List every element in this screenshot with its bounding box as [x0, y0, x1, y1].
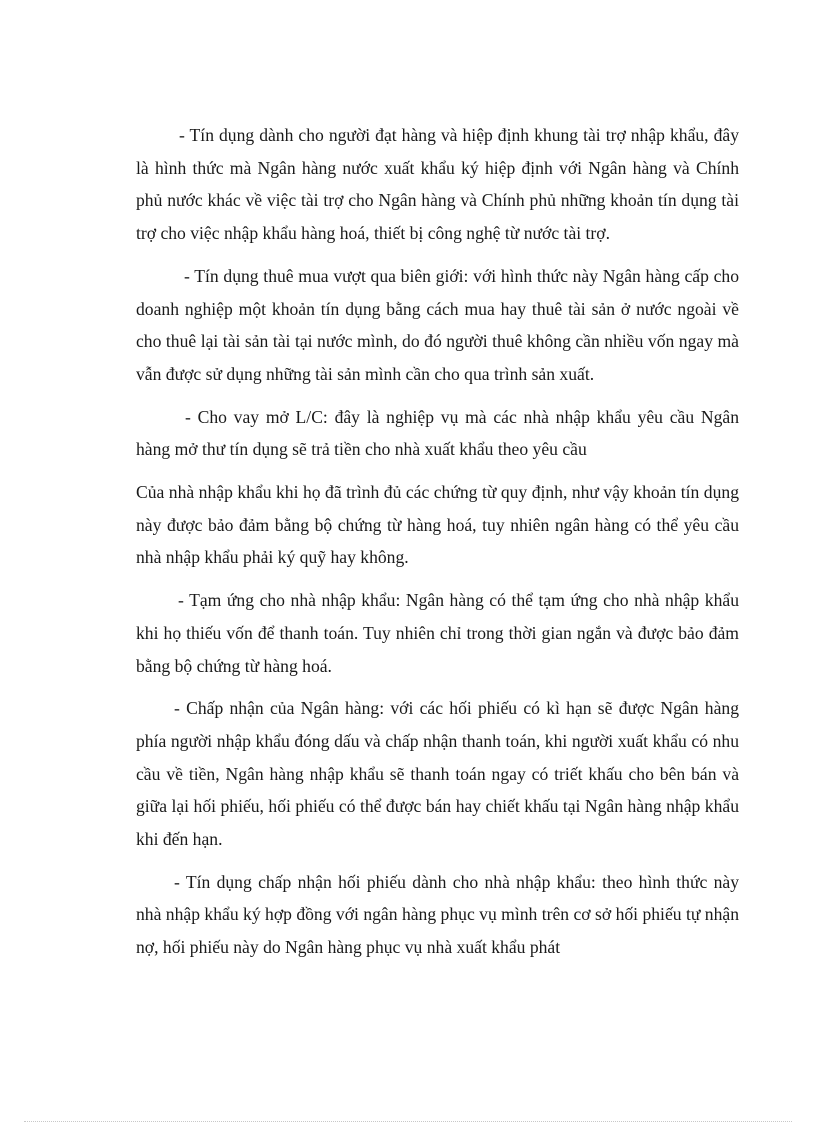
paragraph-bank-acceptance: - Chấp nhận của Ngân hàng: với các hối phiếu có kì hạn sẽ được Ngân hàng phía người nhập khẩu đóng dấu và chấp nhận thanh toán, khi người xuất khẩu có nhu cầu về tiền, Ngân hàng nhập khẩu sẽ thanh toán ngay có triết khấu cho bên bán và giữa lại hối phiếu, hối phiếu có thể được bán hay chiết khấu tại Ngân hàng nhập khẩu khi đến hạn.: [136, 698, 739, 850]
page-bottom-dotted-rule: [24, 1121, 792, 1122]
paragraph-cross-border-leasing: - Tín dụng thuê mua vượt qua biên giới: với hình thức này Ngân hàng cấp cho doanh nghiệp một khoản tín dụng bằng cách mua hay thuê tài sản ở nước ngoài về cho thuê lại tài sản tài tại nước mình, do đó người thuê không cần nhiều vốn ngay mà vẫn được sử dụng những tài sản mình cần cho qua trình sản xuất.: [136, 265, 739, 384]
paragraph-lc-opening-loan: - Cho vay mở L/C: đây là nghiệp vụ mà các nhà nhập khẩu yêu cầu Ngân hàng mở thư tín dụng sẽ trả tiền cho nhà xuất khẩu theo yêu cầu: [136, 406, 739, 460]
paragraph-bill-acceptance-credit: - Tín dụng chấp nhận hối phiếu dành cho nhà nhập khẩu: theo hình thức này nhà nhập khẩu ký hợp đồng với ngân hàng phục vụ mình trên cơ sở hối phiếu tự nhận nợ, hối phiếu này do Ngân hàng phục vụ nhà xuất khẩu phát: [136, 871, 739, 958]
paragraph-importer-advance: - Tạm ứng cho nhà nhập khẩu: Ngân hàng có thể tạm ứng cho nhà nhập khẩu khi họ thiếu vốn để thanh toán. Tuy nhiên chỉ trong thời gian ngắn và được bảo đảm bằng bộ chứng từ hàng hoá.: [136, 590, 739, 676]
paragraph-import-credit-framework: - Tín dụng dành cho người đạt hàng và hiệp định khung tài trợ nhập khẩu, đây là hình thức mà Ngân hàng nước xuất khẩu ký hiệp định với Ngân hàng và Chính phủ nước khác về việc tài trợ cho Ngân hàng và Chính phủ những khoản tín dụng tài trợ cho việc nhập khẩu hàng hoá, thiết bị công nghệ từ nước tài trợ.: [136, 125, 739, 244]
paragraph-lc-continuation: Của nhà nhập khẩu khi họ đã trình đủ các chứng từ quy định, như vậy khoản tín dụng này được bảo đảm bằng bộ chứng từ hàng hoá, tuy nhiên ngân hàng có thể yêu cầu nhà nhập khẩu phải ký quỹ hay không.: [136, 482, 739, 568]
document-body: [136, 119, 739, 974]
